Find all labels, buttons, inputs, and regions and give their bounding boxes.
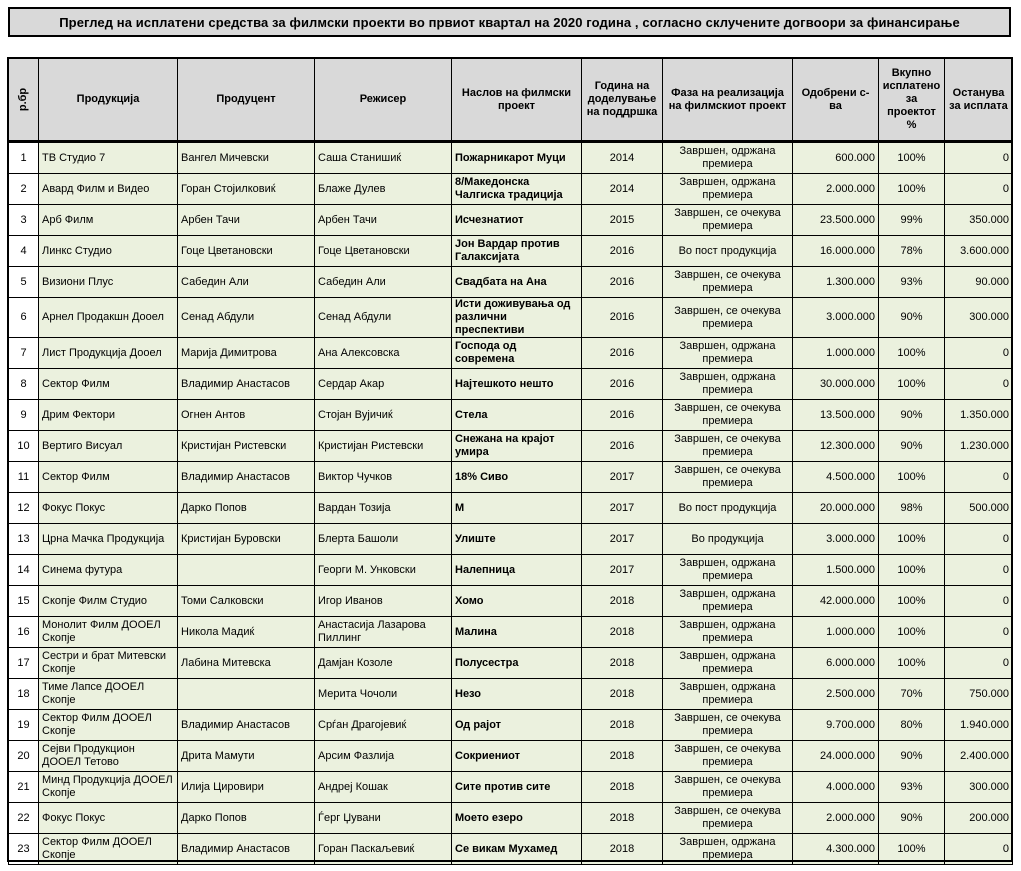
producer-cell (178, 555, 315, 586)
funding-table (8, 58, 1013, 865)
phase-cell: Завршен, одржана премиера (663, 555, 793, 586)
production-cell: Авард Филм и Видео (39, 174, 178, 205)
project-title-cell: Моето езеро (452, 803, 582, 834)
project-title-cell: 18% Сиво (452, 462, 582, 493)
remaining-amount-cell: 0 (945, 338, 1013, 369)
row-number: 10 (9, 431, 39, 462)
paid-percent-cell: 100% (879, 462, 945, 493)
approved-amount-cell: 1.000.000 (793, 338, 879, 369)
header-year: Година на доделување на поддршка (582, 59, 663, 142)
year-cell: 2017 (582, 524, 663, 555)
year-cell: 2016 (582, 236, 663, 267)
row-number: 11 (9, 462, 39, 493)
production-cell: Скопје Филм Студио (39, 586, 178, 617)
remaining-amount-cell: 0 (945, 834, 1013, 865)
year-cell: 2016 (582, 267, 663, 298)
table-row (9, 338, 1013, 369)
header-production: Продукција (39, 59, 178, 142)
phase-cell: Во пост продукција (663, 236, 793, 267)
phase-cell: Завршен, се очекува премиера (663, 772, 793, 803)
phase-cell: Завршен, одржана премиера (663, 834, 793, 865)
director-cell: Сенад Абдули (315, 298, 452, 338)
paid-percent-cell: 100% (879, 648, 945, 679)
production-cell: Сектор Филм (39, 369, 178, 400)
production-cell: Тиме Лапсе ДООЕЛ Скопје (39, 679, 178, 710)
project-title-cell: Малина (452, 617, 582, 648)
year-cell: 2018 (582, 586, 663, 617)
table-row (9, 648, 1013, 679)
year-cell: 2018 (582, 710, 663, 741)
production-cell: Арнел Продакшн Дооел (39, 298, 178, 338)
year-cell: 2018 (582, 679, 663, 710)
paid-percent-cell: 90% (879, 741, 945, 772)
approved-amount-cell: 1.000.000 (793, 617, 879, 648)
row-number: 1 (9, 142, 39, 174)
paid-percent-cell: 100% (879, 834, 945, 865)
producer-cell: Огнен Антов (178, 400, 315, 431)
row-number: 20 (9, 741, 39, 772)
producer-cell: Гоце Цветановски (178, 236, 315, 267)
remaining-amount-cell: 350.000 (945, 205, 1013, 236)
project-title-cell: Исти доживувања од различни преспективи (452, 298, 582, 338)
row-number: 12 (9, 493, 39, 524)
producer-cell: Дрита Мамути (178, 741, 315, 772)
header-producer: Продуцент (178, 59, 315, 142)
approved-amount-cell: 9.700.000 (793, 710, 879, 741)
row-number: 19 (9, 710, 39, 741)
year-cell: 2014 (582, 174, 663, 205)
row-number: 13 (9, 524, 39, 555)
paid-percent-cell: 100% (879, 142, 945, 174)
remaining-amount-cell: 0 (945, 369, 1013, 400)
paid-percent-cell: 98% (879, 493, 945, 524)
row-number: 15 (9, 586, 39, 617)
producer-cell: Томи Салковски (178, 586, 315, 617)
year-cell: 2016 (582, 400, 663, 431)
director-cell: Георги М. Унковски (315, 555, 452, 586)
row-number: 17 (9, 648, 39, 679)
approved-amount-cell: 4.500.000 (793, 462, 879, 493)
producer-cell: Сабедин Али (178, 267, 315, 298)
row-number: 2 (9, 174, 39, 205)
producer-cell: Лабина Митевска (178, 648, 315, 679)
producer-cell: Владимир Анастасов (178, 462, 315, 493)
paid-percent-cell: 90% (879, 298, 945, 338)
production-cell: Арб Филм (39, 205, 178, 236)
approved-amount-cell: 24.000.000 (793, 741, 879, 772)
director-cell: Блерта Башоли (315, 524, 452, 555)
project-title-cell: Сите против сите (452, 772, 582, 803)
year-cell: 2016 (582, 431, 663, 462)
director-cell: Арсим Фазлија (315, 741, 452, 772)
phase-cell: Завршен, се очекува премиера (663, 400, 793, 431)
table-row (9, 803, 1013, 834)
project-title-cell: Се викам Мухамед (452, 834, 582, 865)
production-cell: ТВ Студио 7 (39, 142, 178, 174)
director-cell: Игор Иванов (315, 586, 452, 617)
director-cell: Сабедин Али (315, 267, 452, 298)
project-title-cell: М (452, 493, 582, 524)
approved-amount-cell: 6.000.000 (793, 648, 879, 679)
year-cell: 2016 (582, 298, 663, 338)
paid-percent-cell: 100% (879, 369, 945, 400)
director-cell: Виктор Чучков (315, 462, 452, 493)
header-approved: Одобрени с-ва (793, 59, 879, 142)
phase-cell: Завршен, се очекува премиера (663, 803, 793, 834)
production-cell: Сектор Филм (39, 462, 178, 493)
approved-amount-cell: 20.000.000 (793, 493, 879, 524)
table-row (9, 493, 1013, 524)
phase-cell: Завршен, се очекува премиера (663, 205, 793, 236)
paid-percent-cell: 93% (879, 267, 945, 298)
year-cell: 2018 (582, 772, 663, 803)
table-row (9, 462, 1013, 493)
phase-cell: Завршен, се очекува премиера (663, 741, 793, 772)
director-cell: Стојан Вујичиќ (315, 400, 452, 431)
phase-cell: Завршен, се очекува премиера (663, 710, 793, 741)
producer-cell: Владимир Анастасов (178, 834, 315, 865)
approved-amount-cell: 2.000.000 (793, 803, 879, 834)
phase-cell: Завршен, се очекува премиера (663, 298, 793, 338)
paid-percent-cell: 90% (879, 431, 945, 462)
table-row (9, 710, 1013, 741)
producer-cell: Вангел Мичевски (178, 142, 315, 174)
table-row (9, 142, 1013, 174)
director-cell: Срѓан Драгојевиќ (315, 710, 452, 741)
remaining-amount-cell: 1.350.000 (945, 400, 1013, 431)
remaining-amount-cell: 1.230.000 (945, 431, 1013, 462)
production-cell: Дрим Фектори (39, 400, 178, 431)
producer-cell (178, 679, 315, 710)
header-paid-pct: Вкупно исплатено за проектот % (879, 59, 945, 142)
project-title-cell: Исчезнатиот (452, 205, 582, 236)
paid-percent-cell: 100% (879, 586, 945, 617)
producer-cell: Дарко Попов (178, 803, 315, 834)
approved-amount-cell: 1.500.000 (793, 555, 879, 586)
production-cell: Визиони Плус (39, 267, 178, 298)
production-cell: Монолит Филм ДООЕЛ Скопје (39, 617, 178, 648)
header-row (9, 59, 1013, 142)
director-cell: Андреј Кошак (315, 772, 452, 803)
remaining-amount-cell: 0 (945, 524, 1013, 555)
project-title-cell: Од рајот (452, 710, 582, 741)
project-title-cell: Полусестра (452, 648, 582, 679)
project-title-cell: Пожарникарот Муци (452, 142, 582, 174)
paid-percent-cell: 99% (879, 205, 945, 236)
production-cell: Линкс Студио (39, 236, 178, 267)
approved-amount-cell: 13.500.000 (793, 400, 879, 431)
director-cell: Сердар Акар (315, 369, 452, 400)
producer-cell: Никола Мадиќ (178, 617, 315, 648)
table-row (9, 617, 1013, 648)
director-cell: Арбен Тачи (315, 205, 452, 236)
remaining-amount-cell: 0 (945, 617, 1013, 648)
approved-amount-cell: 4.000.000 (793, 772, 879, 803)
row-number: 3 (9, 205, 39, 236)
paid-percent-cell: 100% (879, 617, 945, 648)
project-title-cell: Снежана на крајот умира (452, 431, 582, 462)
row-number: 23 (9, 834, 39, 865)
phase-cell: Завршен, се очекува премиера (663, 267, 793, 298)
director-cell: Ѓерг Џувани (315, 803, 452, 834)
table-row (9, 679, 1013, 710)
remaining-amount-cell: 90.000 (945, 267, 1013, 298)
paid-percent-cell: 70% (879, 679, 945, 710)
remaining-amount-cell: 0 (945, 174, 1013, 205)
project-title-cell: Хомо (452, 586, 582, 617)
row-number: 7 (9, 338, 39, 369)
project-title-cell: Јон Вардар против Галаксијата (452, 236, 582, 267)
table-row (9, 741, 1013, 772)
director-cell: Анастасија Лазарова Пиллинг (315, 617, 452, 648)
header-phase: Фаза на реализација на филмскиот проект (663, 59, 793, 142)
producer-cell: Сенад Абдули (178, 298, 315, 338)
production-cell: Сејви Продукцион ДООЕЛ Тетово (39, 741, 178, 772)
remaining-amount-cell: 300.000 (945, 772, 1013, 803)
year-cell: 2014 (582, 142, 663, 174)
approved-amount-cell: 4.300.000 (793, 834, 879, 865)
director-cell: Мерита Чочоли (315, 679, 452, 710)
remaining-amount-cell: 300.000 (945, 298, 1013, 338)
approved-amount-cell: 2.500.000 (793, 679, 879, 710)
row-number: 14 (9, 555, 39, 586)
header-project: Наслов на филмски проект (452, 59, 582, 142)
remaining-amount-cell: 1.940.000 (945, 710, 1013, 741)
production-cell: Минд Продукција ДООЕЛ Скопје (39, 772, 178, 803)
table-row (9, 834, 1013, 865)
table-row (9, 772, 1013, 803)
row-number: 21 (9, 772, 39, 803)
director-cell: Вардан Тозија (315, 493, 452, 524)
phase-cell: Завршен, одржана премиера (663, 617, 793, 648)
year-cell: 2017 (582, 555, 663, 586)
project-title-cell: 8/Македонска Чалгиска традиција (452, 174, 582, 205)
producer-cell: Владимир Анастасов (178, 710, 315, 741)
row-number: 6 (9, 298, 39, 338)
table-row (9, 236, 1013, 267)
director-cell: Блаже Дулев (315, 174, 452, 205)
table-row (9, 267, 1013, 298)
remaining-amount-cell: 2.400.000 (945, 741, 1013, 772)
phase-cell: Завршен, одржана премиера (663, 338, 793, 369)
director-cell: Ана Алексовска (315, 338, 452, 369)
paid-percent-cell: 90% (879, 803, 945, 834)
approved-amount-cell: 2.000.000 (793, 174, 879, 205)
project-title-cell: Налепница (452, 555, 582, 586)
director-cell: Гоце Цветановски (315, 236, 452, 267)
project-title-cell: Најтешкото нешто (452, 369, 582, 400)
year-cell: 2018 (582, 741, 663, 772)
row-number: 8 (9, 369, 39, 400)
project-title-cell: Незо (452, 679, 582, 710)
year-cell: 2018 (582, 648, 663, 679)
director-cell: Саша Станишиќ (315, 142, 452, 174)
remaining-amount-cell: 3.600.000 (945, 236, 1013, 267)
production-cell: Црна Мачка Продукција (39, 524, 178, 555)
approved-amount-cell: 42.000.000 (793, 586, 879, 617)
phase-cell: Завршен, одржана премиера (663, 369, 793, 400)
project-title-cell: Свадбата на Ана (452, 267, 582, 298)
year-cell: 2018 (582, 834, 663, 865)
paid-percent-cell: 93% (879, 772, 945, 803)
director-cell: Кристијан Ристевски (315, 431, 452, 462)
approved-amount-cell: 1.300.000 (793, 267, 879, 298)
row-number: 9 (9, 400, 39, 431)
production-cell: Лист Продукција Дооел (39, 338, 178, 369)
production-cell: Сектор Филм ДООЕЛ Скопје (39, 710, 178, 741)
remaining-amount-cell: 500.000 (945, 493, 1013, 524)
producer-cell: Арбен Тачи (178, 205, 315, 236)
paid-percent-cell: 100% (879, 338, 945, 369)
remaining-amount-cell: 0 (945, 462, 1013, 493)
table-row (9, 431, 1013, 462)
table-row (9, 298, 1013, 338)
phase-cell: Во пост продукција (663, 493, 793, 524)
row-number: 16 (9, 617, 39, 648)
row-number: 18 (9, 679, 39, 710)
table-row (9, 524, 1013, 555)
remaining-amount-cell: 0 (945, 142, 1013, 174)
row-number: 22 (9, 803, 39, 834)
table-row (9, 369, 1013, 400)
producer-cell: Марија Димитрова (178, 338, 315, 369)
producer-cell: Кристијан Буровски (178, 524, 315, 555)
production-cell: Фокус Покус (39, 803, 178, 834)
phase-cell: Завршен, се очекува премиера (663, 431, 793, 462)
approved-amount-cell: 3.000.000 (793, 298, 879, 338)
paid-percent-cell: 90% (879, 400, 945, 431)
project-title-cell: Стела (452, 400, 582, 431)
remaining-amount-cell: 200.000 (945, 803, 1013, 834)
approved-amount-cell: 12.300.000 (793, 431, 879, 462)
phase-cell: Завршен, се очекува премиера (663, 462, 793, 493)
phase-cell: Завршен, одржана премиера (663, 142, 793, 174)
approved-amount-cell: 600.000 (793, 142, 879, 174)
year-cell: 2018 (582, 617, 663, 648)
production-cell: Синема футура (39, 555, 178, 586)
remaining-amount-cell: 750.000 (945, 679, 1013, 710)
year-cell: 2016 (582, 369, 663, 400)
year-cell: 2016 (582, 338, 663, 369)
table-row (9, 586, 1013, 617)
production-cell: Вертиго Висуал (39, 431, 178, 462)
producer-cell: Илија Цировири (178, 772, 315, 803)
report-title: Преглед на исплатени средства за филмски проекти во првиот квартал на 2020 година , согласно склучените догвоори за финансирање (8, 7, 1011, 37)
producer-cell: Дарко Попов (178, 493, 315, 524)
producer-cell: Горан Стојилковиќ (178, 174, 315, 205)
approved-amount-cell: 3.000.000 (793, 524, 879, 555)
remaining-amount-cell: 0 (945, 586, 1013, 617)
paid-percent-cell: 100% (879, 524, 945, 555)
approved-amount-cell: 23.500.000 (793, 205, 879, 236)
header-director: Режисер (315, 59, 452, 142)
paid-percent-cell: 100% (879, 174, 945, 205)
production-cell: Сектор Филм ДООЕЛ Скопје (39, 834, 178, 865)
producer-cell: Владимир Анастасов (178, 369, 315, 400)
year-cell: 2017 (582, 462, 663, 493)
paid-percent-cell: 80% (879, 710, 945, 741)
phase-cell: Завршен, одржана премиера (663, 586, 793, 617)
table-row (9, 400, 1013, 431)
phase-cell: Завршен, одржана премиера (663, 679, 793, 710)
project-title-cell: Господа од современа (452, 338, 582, 369)
director-cell: Дамјан Козоле (315, 648, 452, 679)
remaining-amount-cell: 0 (945, 648, 1013, 679)
phase-cell: Завршен, одржана премиера (663, 174, 793, 205)
header-num-label: р.бр (16, 87, 29, 112)
row-number: 4 (9, 236, 39, 267)
project-title-cell: Сокриениот (452, 741, 582, 772)
year-cell: 2017 (582, 493, 663, 524)
paid-percent-cell: 100% (879, 555, 945, 586)
year-cell: 2015 (582, 205, 663, 236)
production-cell: Фокус Покус (39, 493, 178, 524)
year-cell: 2018 (582, 803, 663, 834)
director-cell: Горан Паскаљевиќ (315, 834, 452, 865)
table-row (9, 555, 1013, 586)
table-row (9, 174, 1013, 205)
approved-amount-cell: 30.000.000 (793, 369, 879, 400)
approved-amount-cell: 16.000.000 (793, 236, 879, 267)
header-remaining: Останува за исплата (945, 59, 1013, 142)
production-cell: Сестри и брат Митевски Скопје (39, 648, 178, 679)
project-title-cell: Улиште (452, 524, 582, 555)
table-row (9, 205, 1013, 236)
phase-cell: Завршен, одржана премиера (663, 648, 793, 679)
phase-cell: Во продукција (663, 524, 793, 555)
row-number: 5 (9, 267, 39, 298)
producer-cell: Кристијан Ристевски (178, 431, 315, 462)
remaining-amount-cell: 0 (945, 555, 1013, 586)
header-num (9, 59, 39, 142)
paid-percent-cell: 78% (879, 236, 945, 267)
